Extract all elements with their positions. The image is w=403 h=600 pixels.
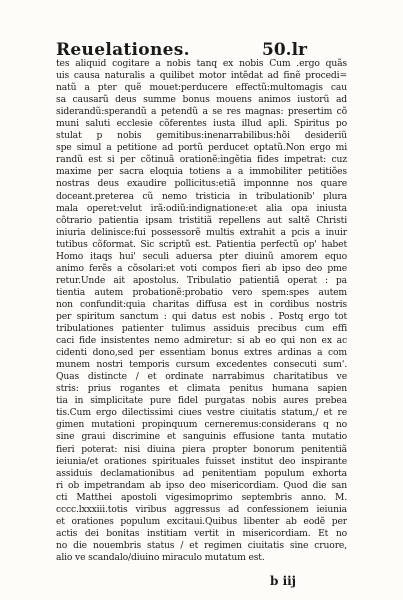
text-line: actis dei bonitas institiam vertit in misericordiam. Et no bbox=[56, 527, 347, 539]
folio-number: 50.lr bbox=[262, 40, 307, 60]
text-line: gimen mutationi propinquum cerneremus:considerans q no bbox=[56, 419, 347, 431]
text-line: animo ferẽs a cõsolari:et voti compos fieri ab ipso deo pme bbox=[56, 262, 347, 274]
page-header bbox=[56, 40, 307, 60]
text-line: per spiritum sanctum : qui datus est nobis . Postq ergo tot bbox=[56, 310, 347, 322]
signature-mark: b iij bbox=[270, 574, 297, 588]
text-line: nostras deus exaudire pollicitus:etiã imponnne nos quare bbox=[56, 178, 347, 190]
text-line: ri ob impetrandam ab ipso deo misericordiam. Quod die san bbox=[56, 479, 347, 491]
text-line: tes aliquid cogitare a nobis tanq ex nobis Cum .ergo quãs bbox=[56, 58, 347, 69]
text-line: doceant.preterea cũ nemo tristicia in tribulationib' plura bbox=[56, 190, 347, 202]
text-line: mala operet:velut irã:odiũ:indignatione:et alia opa iniusta bbox=[56, 202, 347, 214]
text-line: tis.Cum ergo dilectissimi ciues vestre ciuitatis statum,/ et re bbox=[56, 407, 347, 419]
running-head: Reuelationes. bbox=[56, 40, 190, 60]
text-line: Quas distincte / et ordinate narrabimus charitatibus ve bbox=[56, 371, 347, 383]
text-line: maxime per sacra eloquia totiens a a immobiliter petitiões bbox=[56, 166, 347, 178]
text-line: tribulationes patienter tulimus assiduis precibus cum effi bbox=[56, 323, 347, 335]
text-line: tientia autem probationẽ:probatio vero spem:spes autem bbox=[56, 286, 347, 298]
text-line: alio ve scandalo/diuino miraculo mutatum est. bbox=[56, 551, 265, 563]
text-line: no die nouembris status / et regimen ciuitatis sine cruore, bbox=[56, 539, 347, 551]
text-line: et orationes populum excitaui.Quibus libenter ab eodẽ per bbox=[56, 515, 347, 527]
text-line: munem nostri temporis cursum excedentes consecuti sum'. bbox=[56, 359, 347, 371]
text-line: cõtrario patientia ipsam tristitiã repellens aut saltẽ Christi bbox=[56, 214, 347, 226]
text-line: retur.Unde ait apostolus. Tribulatio patientiã operat : pa bbox=[56, 274, 347, 286]
text-line: uis causa naturalis a quilibet motor intẽdat ad finẽ procedi= bbox=[56, 70, 347, 82]
body-text bbox=[56, 58, 347, 564]
text-line: tia in simplicitate pure fidel purgatas nobis aures prebea bbox=[56, 395, 347, 407]
text-line: Homo itaqs hui' seculi aduersa pter diuinũ amorem equo bbox=[56, 250, 347, 262]
text-line: cidenti dono,sed per essentiam bonus extres ardinas a com bbox=[56, 347, 347, 359]
text-line: stulat p nobis gemitibus:inenarrabilibus:hõi desideriũ bbox=[56, 130, 347, 142]
text-line: muni saluti ecclesie cõferentes iusta illud apli. Spiritus po bbox=[56, 118, 347, 130]
text-line: stris: prius rogantes et climata penitus humana sapien bbox=[56, 383, 347, 395]
text-line: tutibus cõformat. Sic scriptũ est. Patientia perfectũ op' habet bbox=[56, 238, 347, 250]
text-line: caci fide insistentes nemo admiretur: si ab eo qui non ex ac bbox=[56, 335, 347, 347]
text-line: natũ a pter quẽ mouet:perducere effectũ:multomagis cau bbox=[56, 82, 347, 94]
text-line: assiduis declamationibus ad penitentiam populum exhorta bbox=[56, 467, 347, 479]
text-line: siderandũ:sperandũ a petendũ a se res magnas: presertim cõ bbox=[56, 106, 347, 118]
text-line: cccc.lxxxiii.totis viribus aggressus ad confessionem ieiunia bbox=[56, 503, 347, 515]
text-line: sine graui discrimine et sanguinis effusione tanta mutatio bbox=[56, 431, 347, 443]
text-line: ieiunia/et orationes spirituales fuisset institut deo inspirante bbox=[56, 455, 347, 467]
text-line: fieri poterat: nisi diuina piera propter bonorum penitentiã bbox=[56, 443, 347, 455]
text-line: randũ est si per cõtinuã orationẽ:ingẽtia fides impetrat: cuz bbox=[56, 154, 347, 166]
text-line: non confundit:quia charitas diffusa est in cordibus nostris bbox=[56, 298, 347, 310]
text-line: spe simul a petitione ad portũ perducet optatũ.Non ergo mi bbox=[56, 142, 347, 154]
text-line: iniuria delinisce:fui possessorẽ multis extrahit a pcis a inuir bbox=[56, 226, 347, 238]
text-line: sa causarũ deus summe bonus mouens animos iustorũ ad bbox=[56, 94, 347, 106]
text-line: cti Matthei apostoli vigesimoprimo septembris anno. M. bbox=[56, 491, 347, 503]
